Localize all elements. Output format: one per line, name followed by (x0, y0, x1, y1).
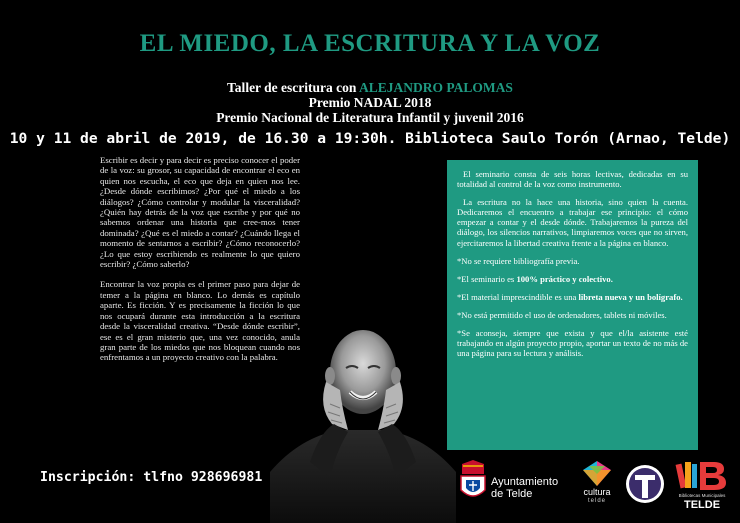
poster-title: EL MIEDO, LA ESCRITURA Y LA VOZ (139, 30, 601, 57)
cultura-sub-label: telde (587, 498, 606, 504)
author-portrait (270, 312, 456, 523)
ayuntamiento-label: Ayuntamiento de Telde (491, 476, 559, 500)
info-note-bibliography: *No se requiere bibliografía previa. (457, 255, 580, 266)
bibliotecas-telde-logo (672, 458, 732, 514)
event-date-location: 10 y 11 de abril de 2019, de 16.30 a 19:30h. Biblioteca Saulo Torón (Arnao, Telde) (9, 130, 731, 147)
note-material-text: *El material imprescindible es una (457, 291, 579, 302)
info-note-text-submission: *Se aconseja, siempre que exista y que el/la asistente esté trabajando en algún proyecto propio, aportar un texto de no más de una página para su lectura y análisis. (457, 328, 688, 359)
cultura-icon (577, 458, 617, 488)
note-practical-bold: 100% práctico y colectivo. (516, 273, 613, 284)
portrait-illustration (270, 312, 456, 523)
workshop-info-box (447, 160, 698, 450)
info-paragraph-1: El seminario consta de seis horas lectivas, dedicadas en su totalidad al control de la voz como instrumento. (457, 169, 688, 190)
bibliotecas-telde-label: TELDE (683, 499, 721, 511)
note-material-bold: libreta nueva y un bolígrafo. (578, 291, 683, 302)
cultura-telde-logo (577, 458, 617, 510)
info-note-practical (457, 274, 688, 284)
bibliotecas-icon (672, 458, 732, 492)
info-paragraph-2: La escritura no la hace una historia, sino quien la cuenta. Dedicaremos el encuentro a trabajar ese principio: el cómo empezar a contar y el desde dónde. Trabajaremos la pureza del diálogo, los silencios narrativos, limpiaremos voces que no sirven, ejercitaremos la libertad creativa frente a la página en blanco. (457, 197, 688, 248)
description-paragraph-2: Encontrar la voz propia es el primer paso para dejar de temer a la página en blanco. Lo demás es capítulo aparte. Es ficción. Y es precisamente la ficción lo que nos ocupará durante esta introducción a la escritura desde la visceralidad creativa. “Desde dónde escribir”, ese es el gran misterio que, una vez conocido, anula gran parte de los miedos que nos bloquean cuando nos enfrentamos a un proyecto creativo con la palabra. (100, 279, 300, 363)
subtitle-line-1 (0, 80, 740, 95)
subtitle-line-2: Premio NADAL 2018 (308, 95, 432, 110)
teatro-t-logo (625, 462, 665, 506)
ayuntamiento-logo (458, 458, 578, 508)
t-emblem-icon (625, 462, 665, 506)
cultura-label: cultura (583, 487, 611, 497)
author-name: ALEJANDRO PALOMAS (359, 80, 513, 95)
registration-phone: Inscripción: tlfno 928696981 (40, 470, 263, 485)
telde-coat-of-arms-icon (458, 458, 488, 504)
info-note-material (457, 292, 688, 302)
workshop-subtitle (0, 80, 740, 125)
note-practical-text: *El seminario es (457, 273, 517, 284)
description-paragraph-1: Escribir es decir y para decir es preciso conocer el poder de la voz: su grosor, su capacidad de encontrar el eco en quien nos escucha, el eco que deja en quien nos lee. ¿Desde dónde escribimos? ¿Por qué el miedo a los diálogos? ¿Cómo controlar y modular la visceralidad? ¿Quién hay detrás de la voz que escribe y por qué no sabemos ordenar una historia que cree-mos tener dominada? ¿Qué es el miedo a contar? ¿Cuándo llega el momento de sentarnos a escribir? ¿Cómo reconocerlo? ¿Lo que estoy escribiendo es realmente lo que quiero escribir? ¿Cómo saberlo? (100, 155, 300, 270)
bibliotecas-small-label: Bibliotecas Municipales (678, 493, 726, 498)
subtitle-line-3: Premio Nacional de Literatura Infantil y juvenil 2016 (216, 110, 524, 125)
subtitle-prefix: Taller de escritura con (227, 80, 360, 95)
info-note-devices: *No está permitido el uso de ordenadores, tablets ni móviles. (457, 309, 667, 320)
